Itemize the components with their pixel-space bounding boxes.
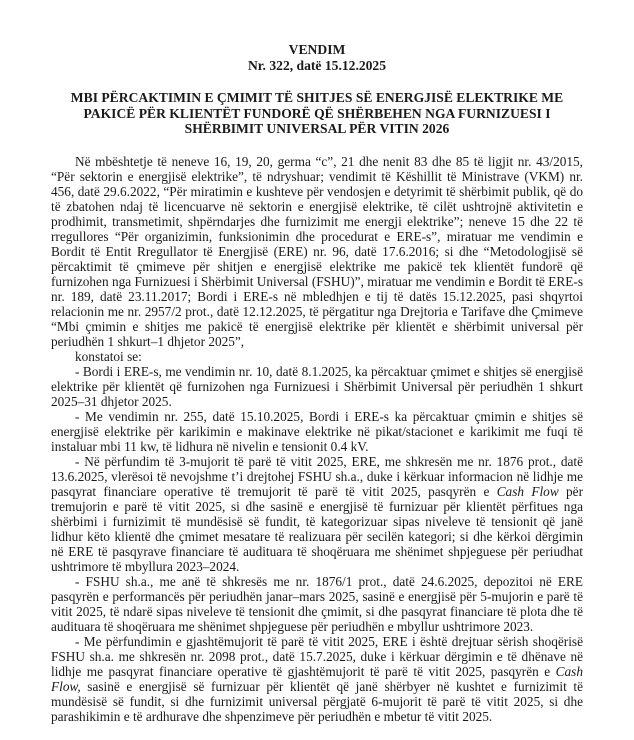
paragraph [51,634,583,724]
paragraph [51,454,583,574]
document-kind-heading: VENDIM [288,42,346,57]
paragraph [51,574,583,634]
paragraph [51,154,583,349]
paragraph-segment: për tremujorin e parë të vitit 2025, si dhe sasinë e energjisë të furnizuar për klientët përfitues nga shërbimi i furnizimit të mundësisë së fundit, të kategorizuar sipas niveleve të tensionit që janë lidhur këto klientë dhe çmimet mesatare të realizuara për secilën kategori; si dhe kërkoi dërgimin në ERE të pasqyrave financiare të audituara të shoqëruara me shënimet shpjeguese për periudhat ushtrimore të mbyllura 2023–2024. [51,483,584,574]
paragraph-segment: konstatoi se: [75,348,142,364]
paragraph-segment: - Në përfundim të 3-mujorit të parë të vitit 2025, ERE, me shkresën me nr. 1876 prot., datë 13.6.2025, vlerësoi të nevojshme t’i drejtohej FSHU sh.a., duke i kërkuar informacion në lidhje me pasqyrat financiare operative të tremujorit të parë të vitit 2025, pasqyrën e [51,453,583,499]
document-body [51,154,583,724]
paragraph-segment: - FSHU sh.a., me anë të shkresës me nr. 1876/1 prot., datë 24.6.2025, depozitoi në ERE pasqyrën e performancës për periudhën janar–mars 2025, sasinë e energjisë për 5-mujorin e parë të vitit 2025, të ndarë sipas niveleve të tensionit dhe çmimit, si dhe pasqyrat financiare të plota dhe të audituara të shoqëruara me shënimet shpjeguese për periudhën e mbyllur ushtrimore 2023. [51,573,583,634]
paragraph-segment: - Me përfundimin e gjashtëmujorit të parë të vitit 2025, ERE i është drejtuar sërish shoqërisë FSHU sh.a. me shkresën nr. 2098 prot., datë 15.7.2025, duke i kërkuar dërgimin e të dhënave në lidhje me pasqyrat financiare operative të gjashtëmujorit të parë të vitit 2025, pasqyrën e [51,633,583,679]
paragraph-segment-italic: Cash Flow, [51,663,583,694]
document-number-line: Nr. 322, datë 15.12.2025 [247,58,387,73]
paragraph-segment: - Bordi i ERE-s, me vendimin nr. 10, datë 8.1.2025, ka përcaktuar çmimet e shitjes së energjisë elektrike për klientët që furnizohen nga Furnizuesi i Shërbimit Universal për periudhën 1 shkurt 2025–31 dhjetor 2025. [51,363,583,409]
document-title: MBI PËRCAKTIMIN E ÇMIMIT TË SHITJES SË ENERGJISË ELEKTRIKE ME PAKICË PËR KLIENTËT FUNDORË QË SHËRBEHEN NGA FURNIZUESI I SHËRBIMIT UNIVERSAL PËR VITIN 2026 [70,90,564,136]
paragraph [51,409,583,454]
paragraph-segment: Në mbështetje të neneve 16, 19, 20, germa “c”, 21 dhe nenit 83 dhe 85 të ligjit nr. 43/2015, “Për sektorin e energjisë elektrike”, të ndryshuar; vendimit të Këshillit të Ministrave (VKM) nr. 456, datë 29.6.2022, “Për miratimin e kushteve për vendosjen e detyrimit të shërbimit publik, që do të zbatohen ndaj të licencuarve në sektorin e energjisë elektrike, të cilët ushtrojnë aktivitetin e prodhimit, transmetimit, shpërndarjes dhe furnizimit me energji elektrike”; neneve 15 dhe 22 të rregullores “Për organizimin, funksionimin dhe procedurat e ERE-s”, miratuar me vendimin e Bordit të Entit Rregullator të Energjisë (ERE) nr. 96, datë 17.6.2016; si dhe “Metodologjisë së përcaktimit të çmimeve për shitjen e energjisë elektrike me pakicë tek klientët fundorë që furnizohen nga Furnizuesi i Shërbimit Universal (FSHU)”, miratuar me vendimin e Bordit të ERE-s nr. 189, datë 23.11.2017; Bordi i ERE-s në mbledhjen e tij të datës 15.12.2025, pasi shqyrtoi relacionin me nr. 2957/2 prot., datë 12.12.2025, të përgatitur nga Drejtoria e Tarifave dhe Çmimeve “Mbi çmimin e shitjes me pakicë të energjisë elektrike për klientët e shërbimit universal për periudhën 1 shkurt–1 dhjetor 2025”, [51,153,583,349]
paragraph [51,364,583,409]
paragraph-segment: - Me vendimin nr. 255, datë 15.10.2025, Bordi i ERE-s ka përcaktuar çmimin e shitjes së energjisë elektrike për karikimin e makinave elektrike në pikat/stacionet e karikimit me fuqi të instaluar mbi 11 kw, të lidhura në nivelin e tensionit 0.4 kV. [51,408,583,454]
paragraph-segment-italic: Cash Flow [496,483,559,499]
paragraph-segment: sasinë e energjisë së furnizuar për klientët që janë shërbyer në kushtet e furnizimit të mundësisë së fundit, si dhe furnizimit universal përgjatë 6-mujorit të parë të vitit 2025, si dhe parashikimin e të ardhurave dhe shpenzimeve për periudhën e mbetur të vitit 2025. [51,678,583,724]
paragraph [51,349,583,364]
